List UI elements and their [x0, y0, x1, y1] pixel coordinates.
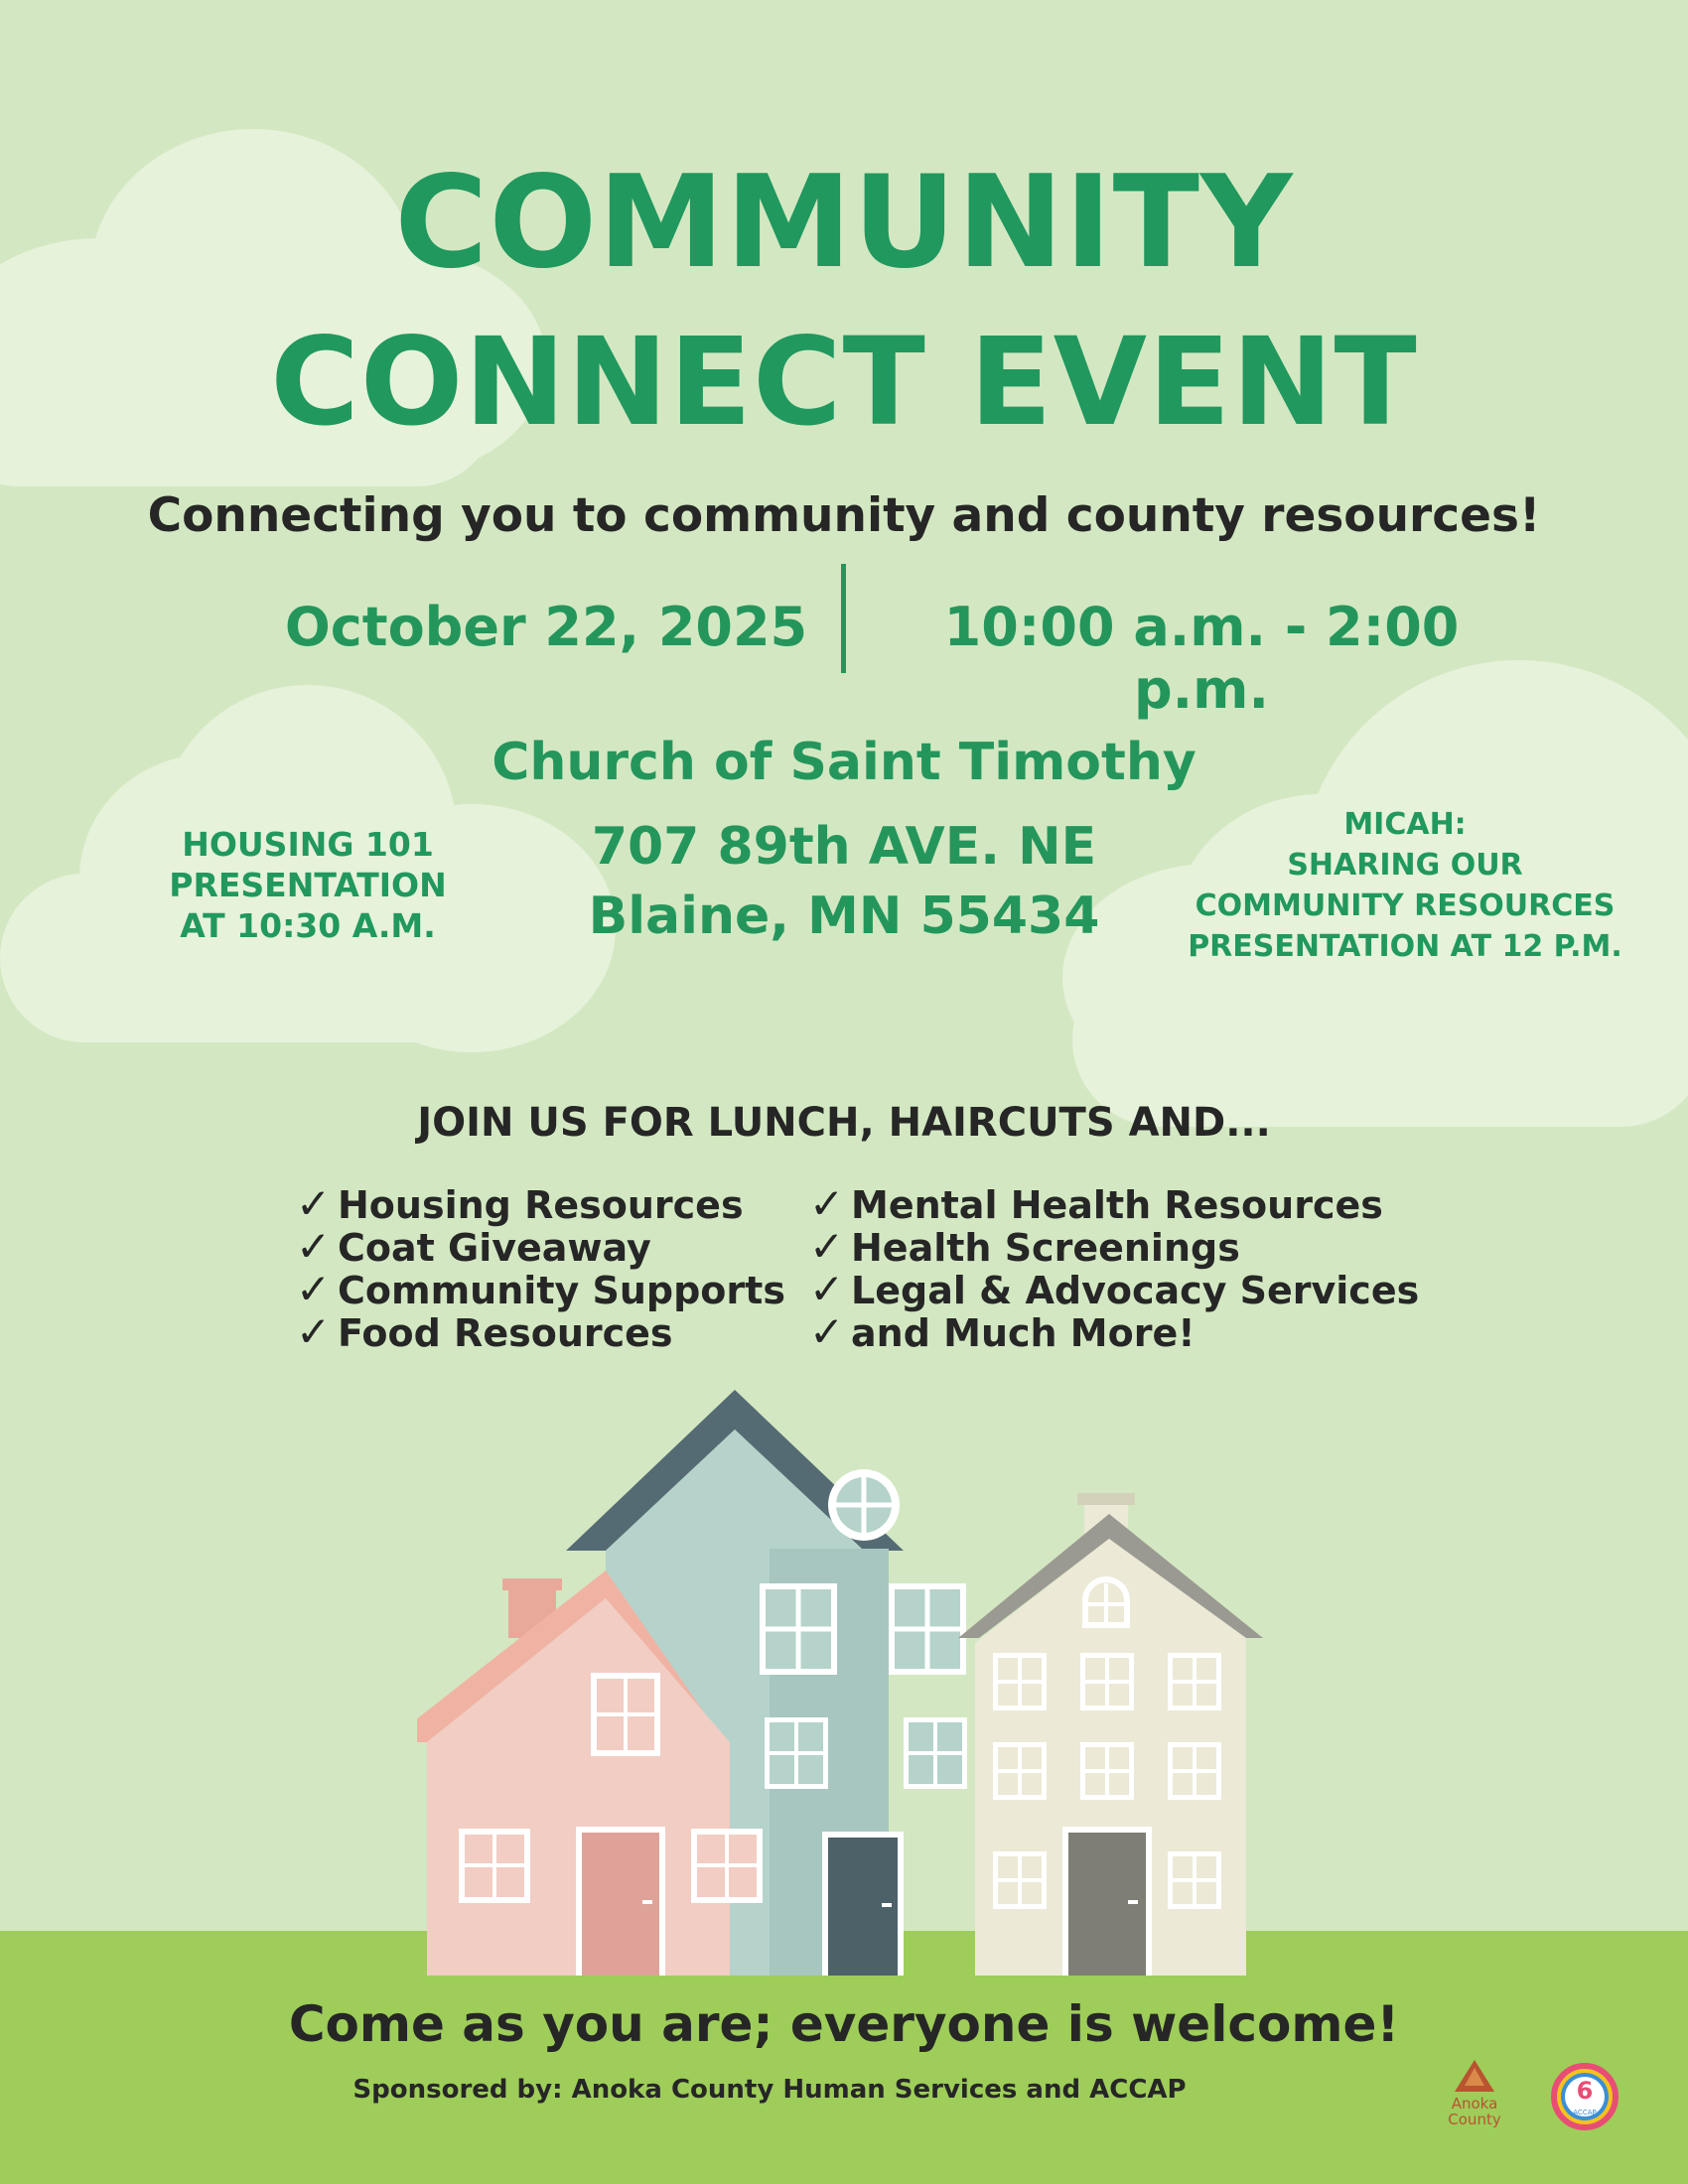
note-line: COMMUNITY RESOURCES	[1195, 888, 1616, 923]
housing-presentation-note	[149, 824, 467, 946]
welcome-message: Come as you are; everyone is welcome!	[288, 1995, 1400, 2053]
mountain-icon	[1455, 2060, 1494, 2092]
check-icon: ✓	[809, 1307, 845, 1356]
check-icon: ✓	[296, 1307, 332, 1356]
check-icon: ✓	[296, 1179, 332, 1228]
logo-text: County	[1448, 2111, 1501, 2128]
check-icon: ✓	[809, 1222, 845, 1271]
list-item: ✓ Health Screenings	[809, 1222, 1240, 1271]
venue-name: Church of Saint Timothy	[492, 733, 1196, 792]
tagline: Connecting you to community and county resources!	[147, 488, 1541, 543]
accap-logo	[1551, 2063, 1618, 2130]
list-item: ✓ Legal & Advocacy Services	[809, 1265, 1420, 1313]
sponsor-line: Sponsored by: Anoka County Human Services and ACCAP	[352, 2075, 1187, 2105]
event-title-line2: CONNECT EVENT	[270, 312, 1418, 453]
event-time: 10:00 a.m. - 2:00 p.m.	[943, 596, 1460, 721]
list-item: ✓ Community Supports	[296, 1265, 785, 1313]
check-icon: ✓	[809, 1179, 845, 1228]
event-date: October 22, 2025	[284, 596, 808, 658]
venue-address-line1: 707 89th AVE. NE	[591, 817, 1097, 877]
logo-text: Anoka	[1451, 2095, 1498, 2113]
note-line: AT 10:30 A.M.	[180, 906, 436, 945]
list-item: ✓ Mental Health Resources	[809, 1179, 1383, 1228]
cream-house	[958, 1493, 1263, 1976]
micah-presentation-note	[1147, 804, 1663, 967]
list-item: ✓ Food Resources	[296, 1307, 673, 1356]
houses-illustration	[417, 1390, 1271, 1976]
note-line: HOUSING 101	[182, 825, 434, 864]
note-line: SHARING OUR	[1287, 848, 1523, 883]
venue-address-line2: Blaine, MN 55434	[588, 887, 1100, 946]
note-line: MICAH:	[1343, 807, 1467, 842]
list-item: ✓ Housing Resources	[296, 1179, 744, 1228]
note-line: PRESENTATION AT 12 P.M.	[1188, 929, 1622, 964]
services-list-left	[296, 1179, 785, 1356]
anoka-county-logo	[1430, 2060, 1519, 2127]
date-time-divider	[841, 564, 846, 673]
check-icon: ✓	[809, 1265, 845, 1313]
check-icon: ✓	[296, 1265, 332, 1313]
logo-text: ACCAP	[1573, 2109, 1597, 2116]
event-title-line1: COMMUNITY	[394, 149, 1294, 297]
join-heading: JOIN US FOR LUNCH, HAIRCUTS AND...	[417, 1100, 1271, 1146]
logo-text: 6	[1576, 2077, 1594, 2105]
note-line: PRESENTATION	[169, 866, 447, 904]
services-list-right	[809, 1179, 1420, 1356]
check-icon: ✓	[296, 1222, 332, 1271]
list-item: ✓ Coat Giveaway	[296, 1222, 651, 1271]
list-item: ✓ and Much More!	[809, 1307, 1196, 1356]
